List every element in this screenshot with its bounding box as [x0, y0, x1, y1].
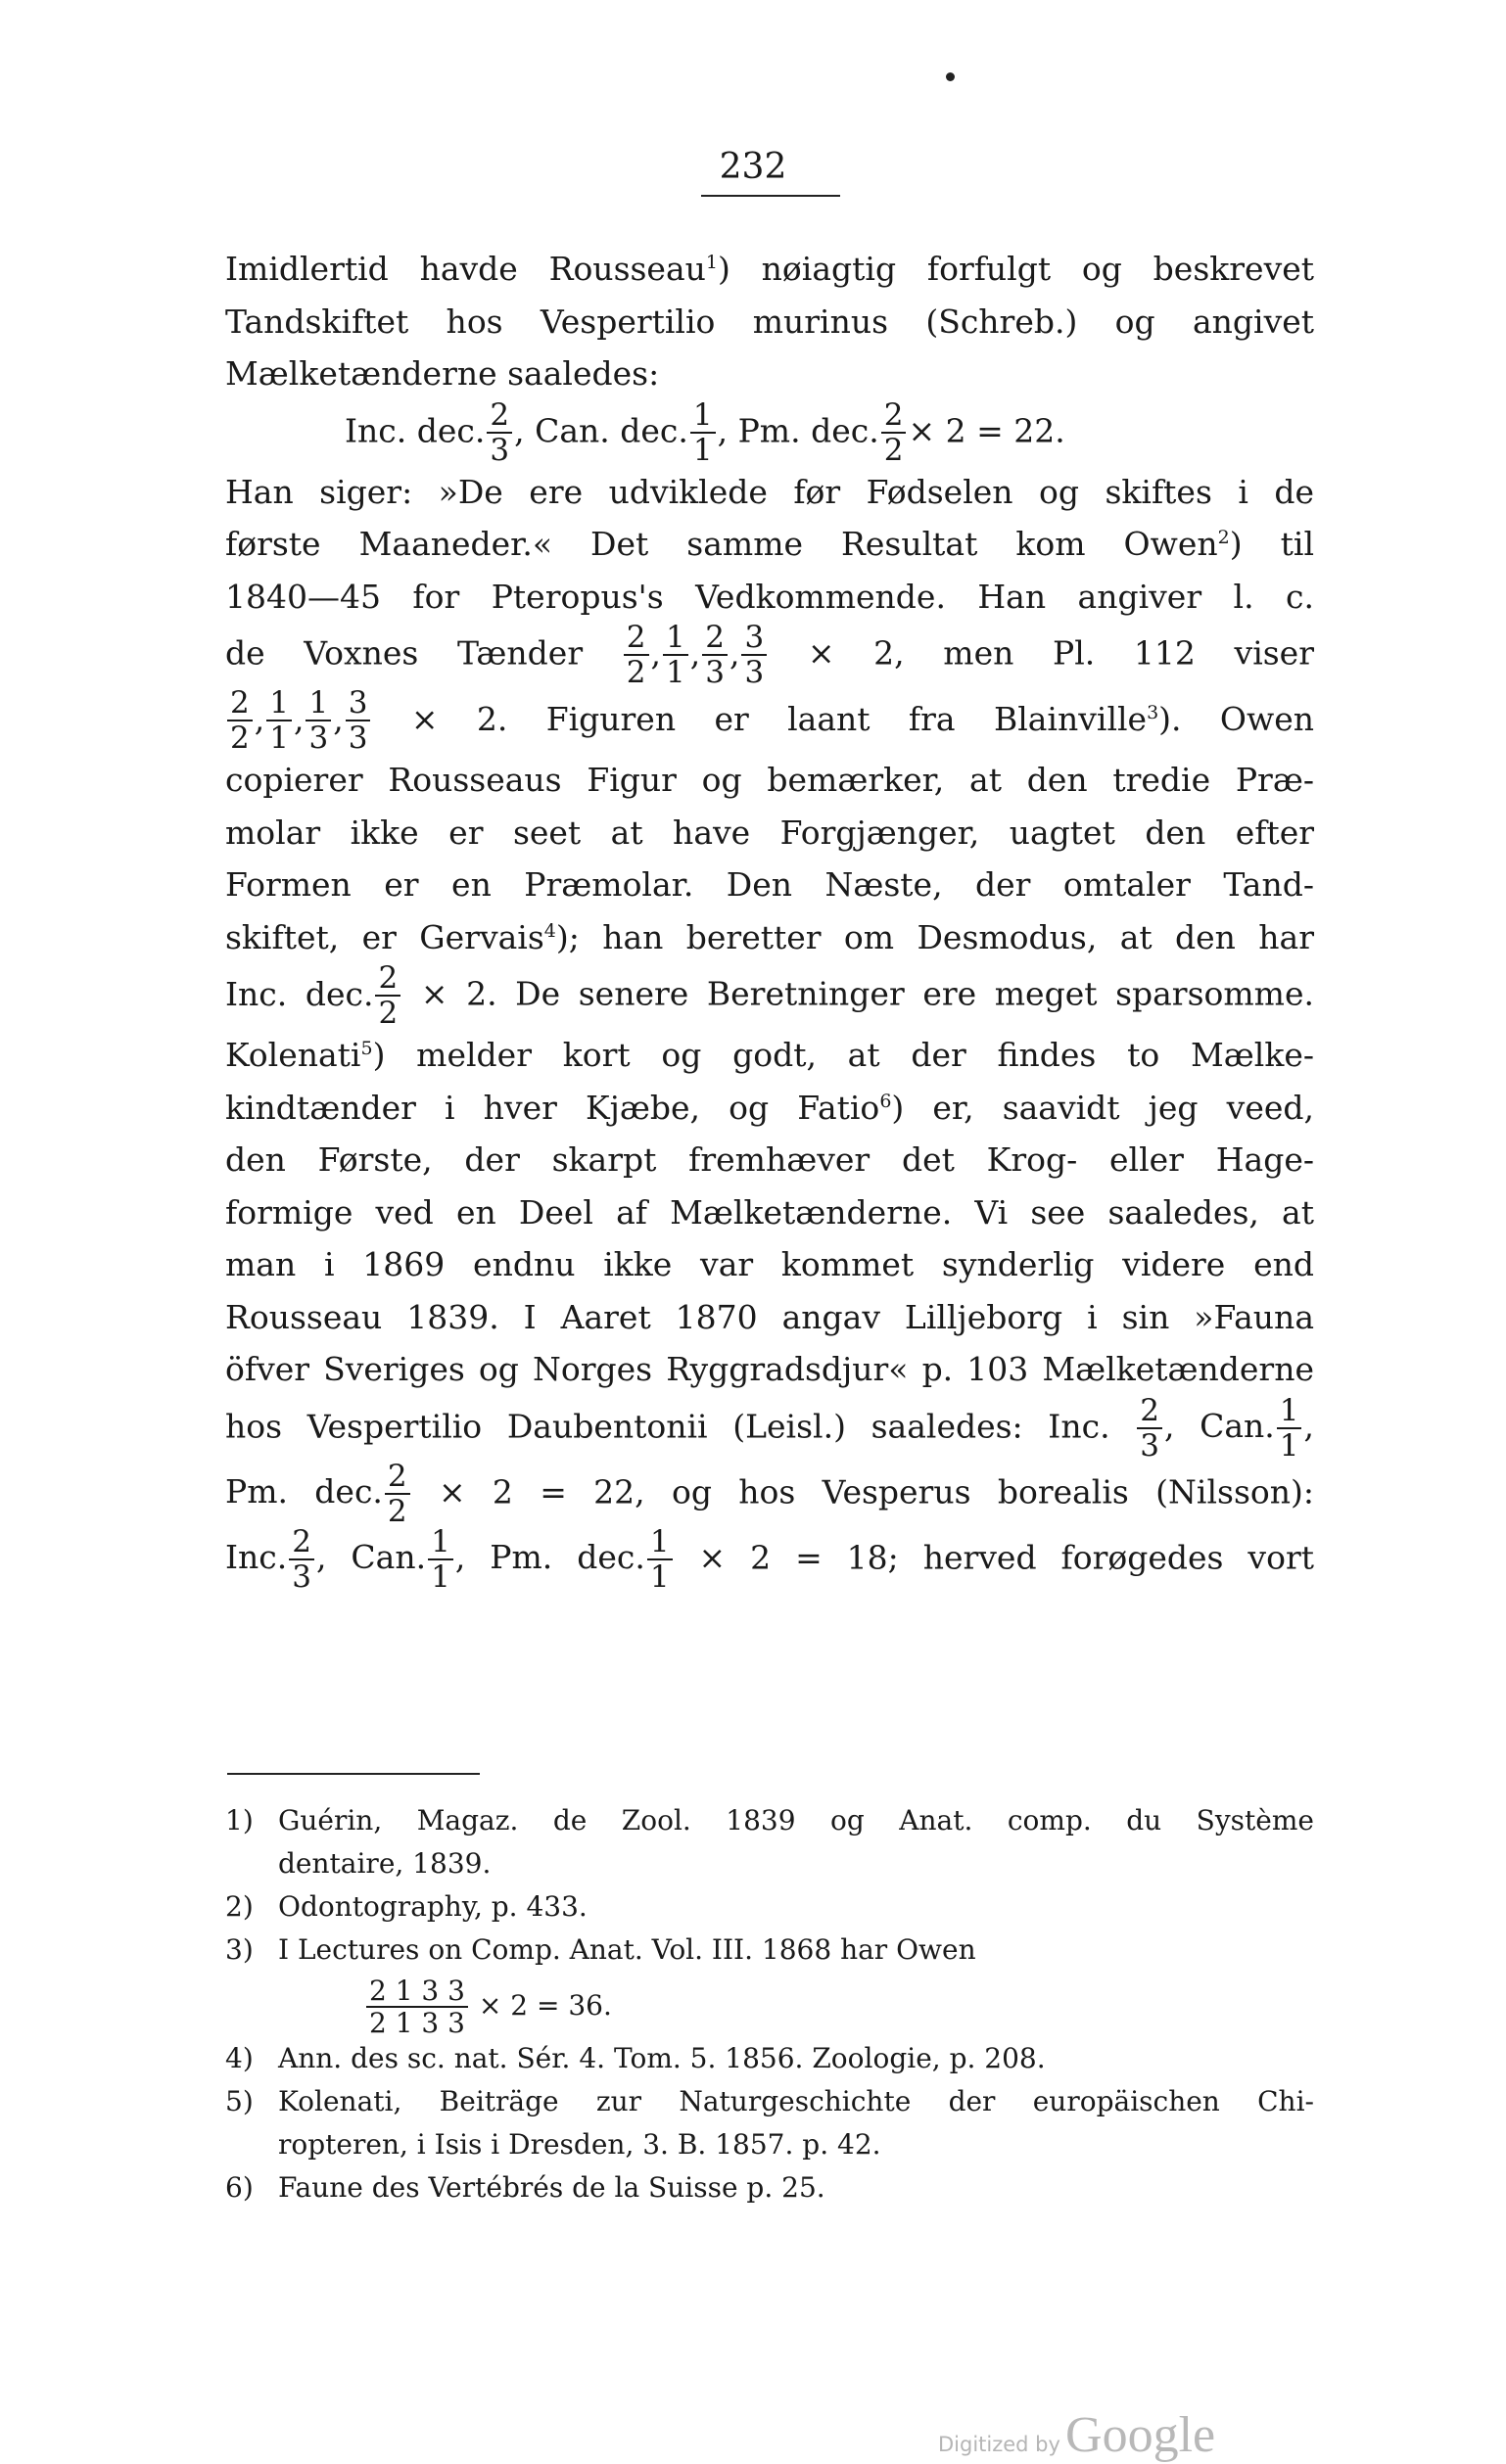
line-text: × 2 = 22, og hos Vesperus borealis (Nilsson): — [438, 1472, 1314, 1511]
fraction — [366, 1977, 468, 2037]
page-number: 232 — [719, 147, 787, 187]
formula-line — [225, 620, 1314, 690]
line-text: ) nøiagtig forfulgt og beskrevet — [718, 250, 1315, 288]
denominator: 1 — [269, 721, 289, 756]
formula-label: Inc. dec. — [345, 411, 486, 449]
text-line — [225, 243, 1314, 296]
numerator: 2 — [624, 623, 649, 656]
formula-line — [225, 396, 1314, 468]
numerator: 2 — [375, 963, 400, 997]
text-line: copierer Rousseaus Figur og bemærker, at den tredie Præ- — [225, 761, 1314, 799]
text-line — [225, 518, 1314, 571]
fraction — [306, 685, 331, 756]
line-text: ); han beretter om Desmodus, at den har — [555, 917, 1314, 956]
line-text: Imidlertid havde Rousseau — [225, 250, 706, 288]
fraction — [289, 1523, 314, 1595]
footnote-mark: 4) — [225, 2042, 254, 2074]
line-text: × 2. De senere Beretninger ere meget sparsomme. — [420, 974, 1314, 1013]
numerator: 1 — [1277, 1396, 1302, 1429]
footnote-mark: 3) — [225, 1933, 254, 1966]
footnote — [225, 1885, 1314, 1929]
separator: , — [254, 699, 265, 738]
numerator: 2 — [289, 1527, 314, 1560]
separator: , — [293, 699, 305, 738]
denominator: 2 — [626, 655, 646, 690]
fraction — [385, 1458, 410, 1529]
fraction — [690, 396, 716, 468]
footnote-mark: 6) — [225, 2171, 254, 2204]
footnote-ref: 4 — [543, 919, 556, 942]
formula-line — [225, 1392, 1314, 1464]
fraction — [702, 620, 728, 690]
denominator: 2 — [230, 721, 250, 756]
fraction — [741, 620, 767, 690]
footnote — [225, 2166, 1314, 2209]
formula-line — [225, 960, 1314, 1031]
footnote-line: ropteren, i Isis i Dresden, 3. B. 1857. p. 42. — [278, 2128, 881, 2161]
footnote-ref: 1 — [705, 252, 718, 273]
text-line: molar ikke er seet at have Forgjænger, uagtet den efter — [225, 813, 1314, 852]
numerator: 1 — [428, 1527, 453, 1560]
fraction — [1137, 1392, 1162, 1464]
fraction — [1277, 1392, 1302, 1464]
numerator: 2 — [385, 1462, 410, 1495]
formula-line — [225, 685, 1314, 756]
text-line: Rousseau 1839. I Aaret 1870 angav Lilljeborg i sin »Fauna — [225, 1297, 1314, 1336]
text-line: 1840—45 for Pteropus's Vedkommende. Han angiver l. c. — [225, 577, 1314, 616]
footnotes — [225, 1799, 1314, 2209]
line-text: × 2 = 18; herved forøgedes vort — [698, 1538, 1314, 1576]
watermark-prefix: Digitized by — [938, 2433, 1060, 2456]
text-line — [225, 911, 1314, 964]
text-line: formige ved en Deel af Mælketænderne. Vi see saaledes, at — [225, 1192, 1314, 1232]
footnote — [225, 2080, 1314, 2166]
formula-tail: × 2 = 22. — [908, 411, 1065, 449]
separator: , — [689, 633, 701, 673]
text-line: Tandskiftet hos Vespertilio murinus (Schreb.) og angivet — [225, 302, 1314, 341]
separator: , — [1303, 1407, 1314, 1445]
footnote — [225, 2037, 1314, 2080]
formula-label: Inc. dec. — [225, 974, 374, 1013]
footnote-text: Odontography, p. 433. — [278, 1890, 588, 1923]
footnote-mark: 1) — [225, 1804, 254, 1836]
footnote-ref: 5 — [360, 1038, 373, 1059]
text-line: den Første, der skarpt fremhæver det Krog- eller Hage- — [225, 1140, 1314, 1179]
formula-label: , Can. dec. — [514, 411, 688, 449]
numerator: 3 — [346, 688, 371, 721]
formula-tail: × 2 = 36. — [478, 1989, 612, 2022]
formula-label: , Can. — [1163, 1407, 1275, 1445]
footnote-text: Faune des Vertébrés de la Suisse p. 25. — [278, 2171, 825, 2204]
line-text: ) melder kort og godt, at der findes to Mælke- — [372, 1036, 1314, 1074]
fraction — [227, 685, 253, 756]
line-text: ) til — [1229, 525, 1314, 563]
line-text: ) er, saavidt jeg veed, — [891, 1088, 1314, 1127]
fraction — [487, 396, 512, 468]
formula-line — [225, 1458, 1314, 1529]
fraction — [428, 1523, 453, 1595]
fraction — [266, 685, 292, 756]
denominator: 3 — [705, 655, 725, 690]
formula-label: , Can. — [316, 1538, 427, 1576]
numerator: 1 — [266, 688, 292, 721]
formula-line — [225, 1523, 1314, 1595]
numerator: 1 — [306, 688, 331, 721]
formula-label: Pm. dec. — [225, 1472, 383, 1511]
fraction — [346, 685, 371, 756]
footnote-mark: 5) — [225, 2085, 254, 2117]
denominator: 2 1 3 3 — [369, 2007, 465, 2039]
denominator: 3 — [292, 1558, 311, 1595]
line-text: hos Vespertilio Daubentonii (Leisl.) saaledes: Inc. — [225, 1407, 1110, 1445]
footnote — [225, 1929, 1314, 2037]
denominator: 2 — [378, 996, 399, 1031]
footnote-mark: 2) — [225, 1890, 254, 1923]
footnote-line: dentaire, 1839. — [278, 1847, 492, 1880]
denominator: 3 — [744, 655, 765, 690]
separator: , — [333, 699, 344, 738]
text-line: Formen er en Præmolar. Den Næste, der omtaler Tand- — [225, 865, 1314, 904]
fraction — [881, 396, 907, 468]
denominator: 3 — [308, 721, 329, 756]
text-line — [225, 1082, 1314, 1135]
formula-label: , Pm. dec. — [454, 1538, 645, 1576]
line-text: × 2, men Pl. 112 viser — [807, 633, 1314, 673]
fraction — [624, 620, 649, 690]
line-text: Kolenati — [225, 1036, 361, 1074]
footnote-text: Ann. des sc. nat. Sér. 4. Tom. 5. 1856. Zoologie, p. 208. — [278, 2042, 1046, 2074]
separator: , — [650, 633, 661, 673]
line-text: de Voxnes Tænder — [225, 633, 584, 673]
numerator: 2 — [702, 623, 728, 656]
footnote-text — [278, 1799, 1314, 1885]
formula-label: Inc. — [225, 1538, 288, 1576]
text-line: Han siger: »De ere udviklede før Fødselen og skiftes i de — [225, 472, 1314, 511]
google-logo: Google — [1065, 2407, 1216, 2463]
line-text: første Maaneder.« Det samme Resultat kom Owen — [225, 525, 1218, 563]
page-number-rule — [701, 195, 840, 197]
denominator: 3 — [1140, 1427, 1159, 1464]
text-line: man i 1869 endnu ikke var kommet synderlig videre end — [225, 1245, 1314, 1283]
numerator: 2 1 3 3 — [366, 1977, 468, 2008]
text-line — [225, 1029, 1314, 1082]
denominator: 1 — [692, 432, 713, 468]
denominator: 2 — [387, 1493, 407, 1529]
footnote-ref: 3 — [1147, 701, 1159, 723]
numerator: 1 — [663, 623, 688, 656]
footnote-formula — [278, 1977, 1314, 2037]
denominator: 3 — [490, 432, 510, 468]
footnote-line: Kolenati, Beiträge zur Naturgeschichte der europäischen Chi- — [278, 2085, 1314, 2117]
text-line: öfver Sveriges og Norges Ryggradsdjur« p. 103 Mælketænderne — [225, 1350, 1314, 1388]
footnote-rule — [227, 1773, 480, 1775]
footnote-text — [278, 1929, 1314, 2037]
separator: , — [729, 633, 740, 673]
body-text — [225, 243, 1314, 1593]
line-text: skiftet, er Gervais — [225, 917, 544, 956]
denominator: 1 — [649, 1558, 670, 1595]
line-text: × 2. Figuren er laant fra Blainville — [410, 699, 1148, 738]
numerator: 3 — [741, 623, 767, 656]
text-line: Mælketænderne saaledes: — [225, 354, 660, 393]
denominator: 1 — [431, 1558, 450, 1595]
line-text: ). Owen — [1158, 699, 1314, 738]
google-watermark — [938, 2406, 1215, 2464]
footnote-text — [278, 2080, 1314, 2166]
numerator: 2 — [881, 400, 907, 434]
denominator: 1 — [666, 655, 685, 690]
denominator: 3 — [348, 721, 368, 756]
denominator: 1 — [1279, 1427, 1299, 1464]
numerator: 1 — [647, 1527, 673, 1560]
fraction — [647, 1523, 673, 1595]
footnote-line: Guérin, Magaz. de Zool. 1839 og Anat. comp. du Système — [278, 1804, 1314, 1836]
line-text: kindtænder i hver Kjæbe, og Fatio — [225, 1088, 880, 1127]
footnote — [225, 1799, 1314, 1885]
footnote-ref: 2 — [1217, 527, 1230, 548]
fraction — [375, 960, 400, 1031]
fraction — [663, 620, 688, 690]
numerator: 2 — [227, 688, 253, 721]
denominator: 2 — [883, 432, 904, 468]
ink-dot — [946, 72, 955, 81]
footnote-line: I Lectures on Comp. Anat. Vol. III. 1868 har Owen — [278, 1933, 976, 1966]
numerator: 2 — [487, 400, 512, 434]
footnote-ref: 6 — [879, 1090, 892, 1112]
numerator: 2 — [1137, 1396, 1162, 1429]
numerator: 1 — [690, 400, 716, 434]
formula-label: , Pm. dec. — [717, 411, 879, 449]
